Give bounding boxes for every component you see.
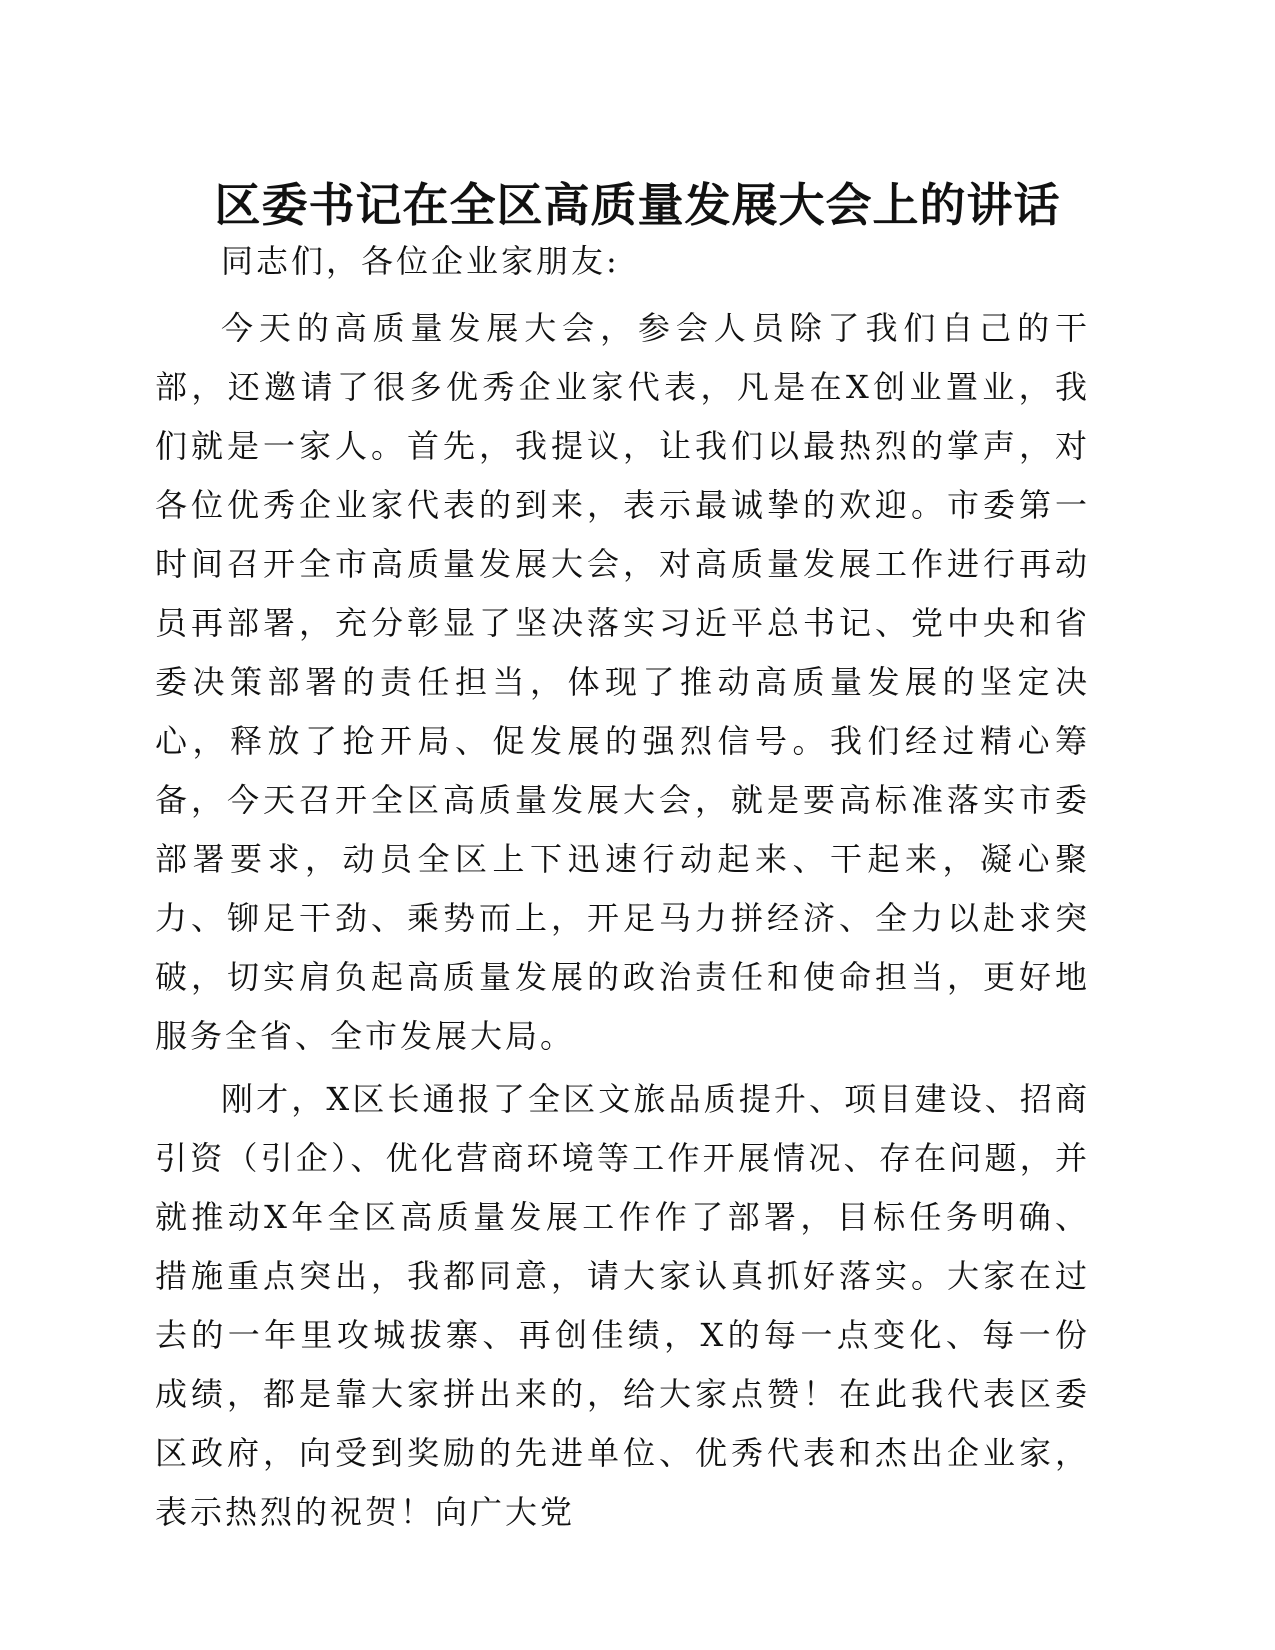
salutation: 同志们，各位企业家朋友: <box>221 242 620 280</box>
document-title: 区委书记在全区高质量发展大会上的讲话 <box>214 178 1061 232</box>
document-body <box>155 232 1090 1542</box>
paragraph-1: 今天的高质量发展大会，参会人员除了我们自己的干部，还邀请了很多优秀企业家代表，凡是在X创业置业，我们就是一家人。首先，我提议，让我们以最热烈的掌声，对各位优秀企业家代表的到来，表示最诚挚的欢迎。市委第一时间召开全市高质量发展大会，对高质量发展工作进行再动员再部署，充分彰显了坚决落实习近平总书记、党中央和省委决策部署的责任担当，体现了推动高质量发展的坚定决心，释放了抢开局、促发展的强烈信号。我们经过精心筹备，今天召开全区高质量发展大会，就是要高标准落实市委部署要求，动员全区上下迅速行动起来、干起来，凝心聚力、铆足干劲、乘势而上，开足马力拼经济、全力以赴求突破，切实肩负起高质量发展的政治责任和使命担当，更好地服务全省、全市发展大局。 <box>155 309 1090 1055</box>
paragraph-2: 刚才，X区长通报了全区文旅品质提升、项目建设、招商引资（引企）、优化营商环境等工作开展情况、存在问题，并就推动X年全区高质量发展工作作了部署，目标任务明确、措施重点突出，我都同意，请大家认真抓好落实。大家在过去的一年里攻城拔寨、再创佳绩，X的每一点变化、每一份成绩，都是靠大家拼出来的，给大家点赞！在此我代表区委区政府，向受到奖励的先进单位、优秀代表和杰出企业家，表示热烈的祝贺！向广大党 <box>155 1080 1090 1531</box>
